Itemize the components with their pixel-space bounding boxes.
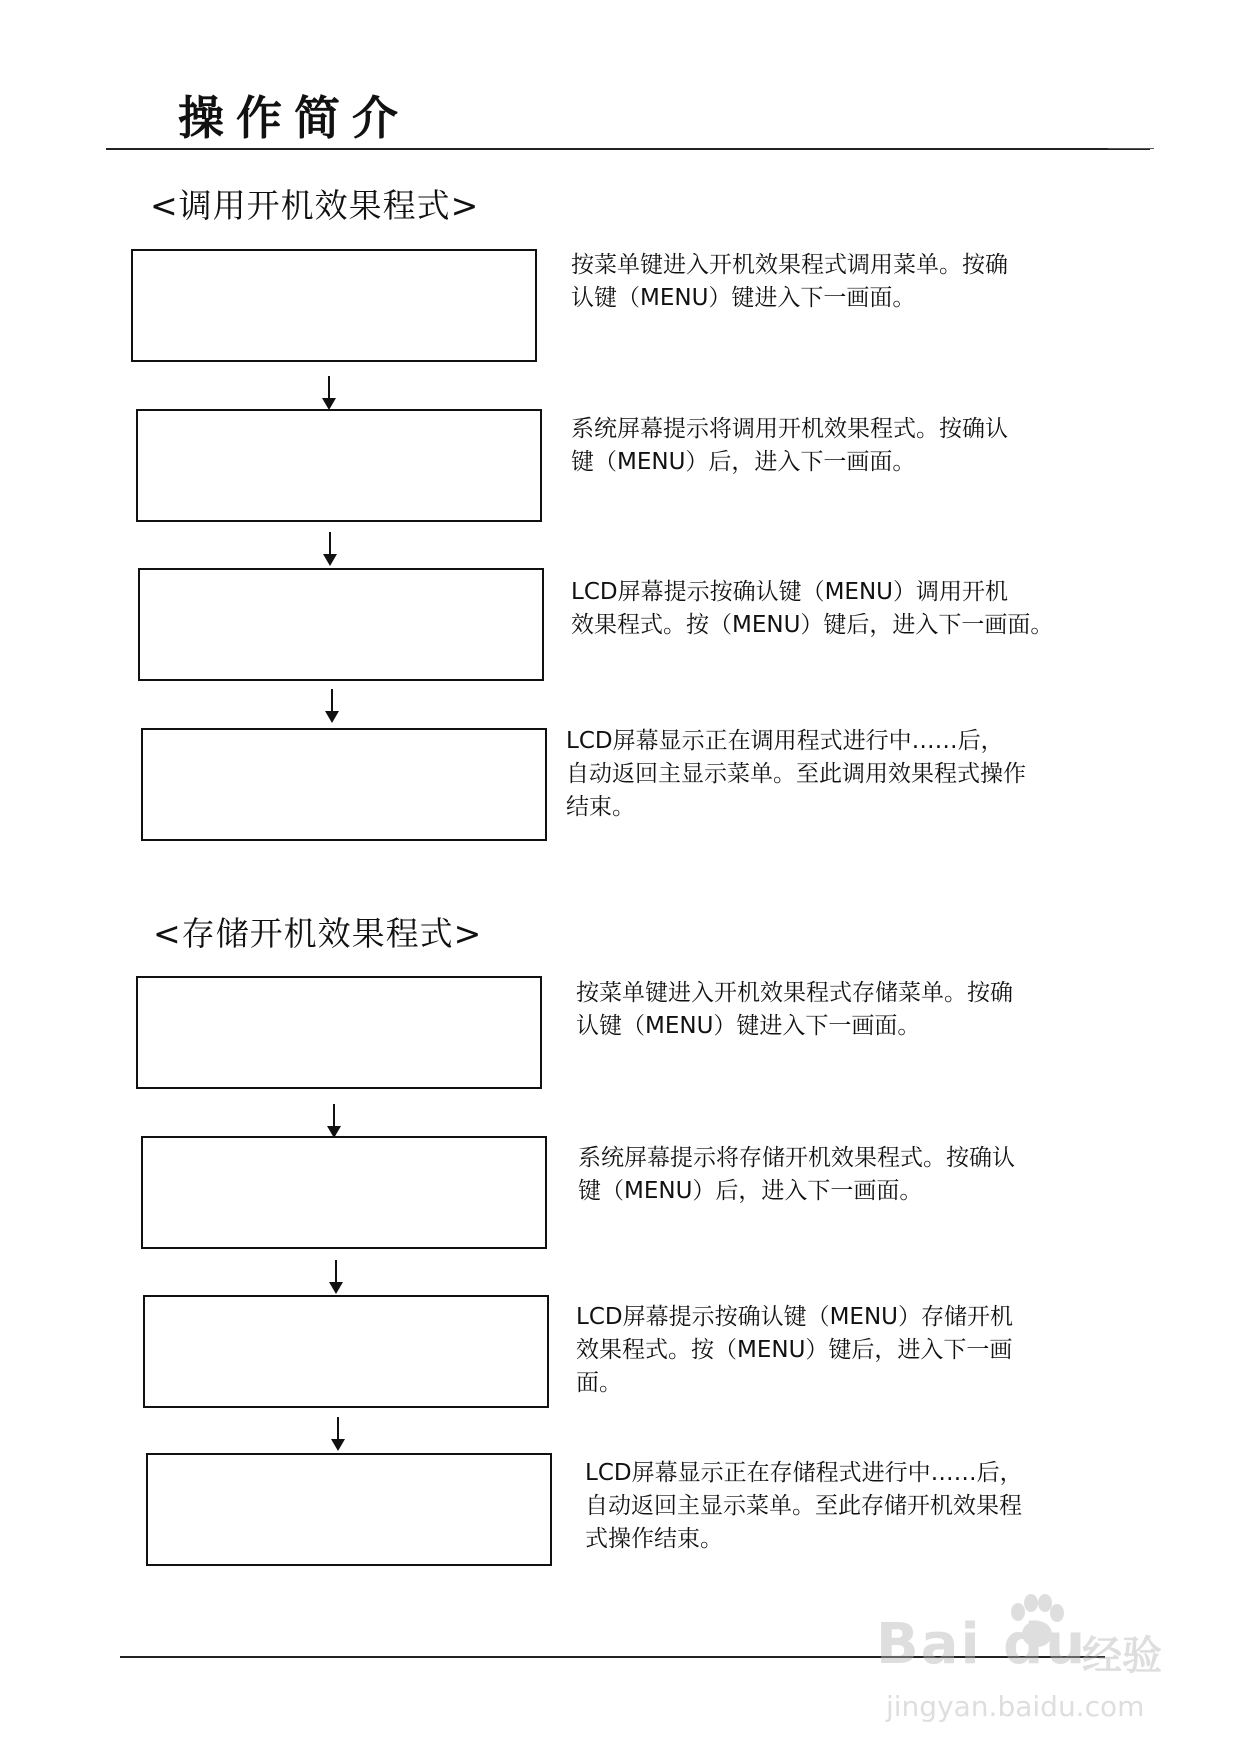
step-description: 系统屏幕提示将调用开机效果程式。按确认 键（MENU）后，进入下一画面。 <box>571 416 1008 475</box>
header-divider-end <box>1108 148 1154 149</box>
lcd-screen-box <box>138 568 544 681</box>
step-description: LCD屏幕提示按确认键（MENU）存储开机 效果程式。按（MENU）键后，进入下一画 面。 <box>576 1304 1013 1396</box>
header-divider <box>106 148 1150 150</box>
step-description: 系统屏幕提示将存储开机效果程式。按确认 键（MENU）后，进入下一画面。 <box>578 1145 1015 1204</box>
section-heading-recall: <调用开机效果程式> <box>150 186 480 225</box>
page-title: 操作简介 <box>178 91 410 145</box>
down-arrow-icon <box>327 1104 341 1140</box>
step-description: LCD屏幕显示正在调用程式进行中……后， 自动返回主显示菜单。至此调用效果程式操作 结束。 <box>566 728 1026 820</box>
step-description: 按菜单键进入开机效果程式调用菜单。按确 认键（MENU）键进入下一画面。 <box>571 252 1008 311</box>
lcd-screen-box <box>146 1453 552 1566</box>
baidu-jingyan-watermark <box>876 1594 1176 1744</box>
step-description: LCD屏幕提示按确认键（MENU）调用开机 效果程式。按（MENU）键后，进入下一画面。 <box>571 579 1054 638</box>
lcd-screen-box <box>136 409 542 522</box>
down-arrow-icon <box>329 1260 343 1296</box>
watermark-logo: Bai du <box>876 1612 1088 1677</box>
watermark-label: 经验 <box>1082 1633 1162 1679</box>
watermark-url: jingyan.baidu.com <box>886 1690 1145 1723</box>
step-description: 按菜单键进入开机效果程式存储菜单。按确 认键（MENU）键进入下一画面。 <box>576 980 1013 1039</box>
lcd-screen-box <box>143 1295 549 1408</box>
lcd-screen-box <box>136 976 542 1089</box>
down-arrow-icon <box>322 376 336 412</box>
lcd-screen-box <box>141 1136 547 1249</box>
step-description: LCD屏幕显示正在存储程式进行中……后， 自动返回主显示菜单。至此存储开机效果程 式操作结束。 <box>585 1460 1023 1552</box>
lcd-screen-box <box>131 249 537 362</box>
down-arrow-icon <box>331 1417 345 1453</box>
down-arrow-icon <box>323 532 337 568</box>
section-heading-store: <存储开机效果程式> <box>153 914 483 953</box>
down-arrow-icon <box>325 689 339 725</box>
lcd-screen-box <box>141 728 547 841</box>
